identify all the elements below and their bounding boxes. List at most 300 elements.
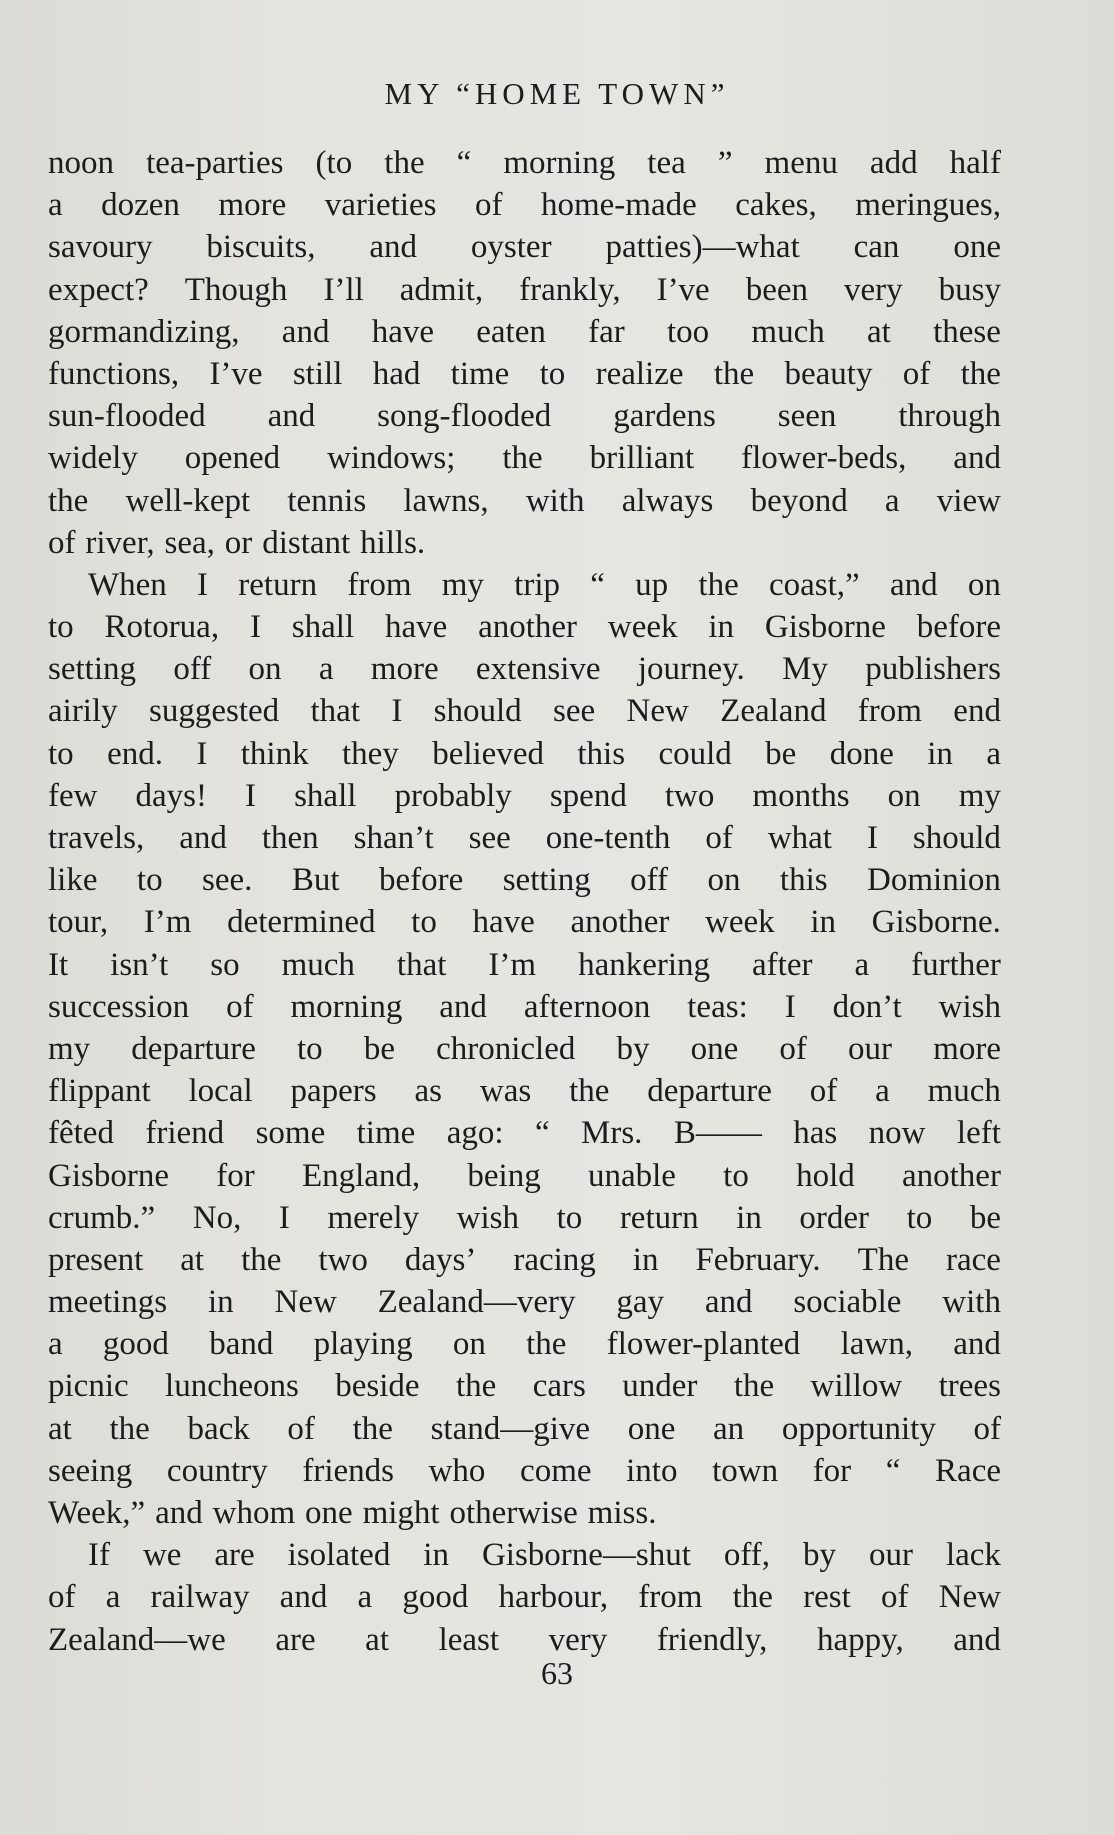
word: with	[942, 1284, 1001, 1321]
word: tea	[647, 145, 686, 181]
word: friendly,	[656, 1621, 768, 1658]
word: otherwise	[449, 1495, 578, 1531]
word: country	[166, 1452, 268, 1489]
word: from	[347, 566, 412, 603]
word: through	[898, 398, 1001, 435]
word: the	[713, 355, 755, 392]
word: think	[240, 735, 309, 772]
word: a	[318, 651, 334, 688]
word: more	[933, 1030, 1001, 1067]
word: who	[428, 1452, 486, 1489]
word: setting	[502, 862, 591, 899]
word: one-tenth	[545, 820, 671, 856]
word: isolated	[287, 1537, 391, 1574]
word: departure	[131, 1030, 256, 1067]
word: should	[433, 693, 522, 730]
word: week	[705, 904, 775, 941]
word: on	[248, 651, 282, 688]
word: to	[136, 862, 163, 899]
text-line	[48, 817, 1001, 859]
word: the	[698, 566, 739, 603]
word: I	[249, 609, 261, 646]
word: be	[969, 1199, 1001, 1236]
word: at	[48, 1410, 72, 1447]
word: few	[48, 777, 98, 814]
word: suggested	[149, 693, 280, 730]
word: and	[179, 820, 227, 856]
word: on	[967, 566, 1001, 603]
word: I	[197, 566, 209, 603]
word: present	[48, 1241, 144, 1278]
text-line	[48, 395, 1001, 437]
word: luncheons	[165, 1368, 299, 1405]
word: of	[226, 988, 254, 1025]
word: to	[539, 355, 566, 392]
word: before	[378, 862, 464, 899]
word: and	[155, 1495, 203, 1531]
word: probably	[394, 777, 512, 814]
word: for	[812, 1452, 852, 1489]
word: off	[630, 862, 669, 899]
word: “	[456, 145, 472, 181]
word: airily	[48, 693, 118, 730]
word: February.	[695, 1241, 821, 1278]
word: of	[973, 1410, 1001, 1447]
word: varieties	[324, 187, 437, 224]
word: like	[48, 862, 98, 899]
text-line	[48, 311, 1001, 353]
text-line	[48, 1492, 1001, 1534]
word: England,	[301, 1157, 421, 1194]
word: tour,	[48, 904, 109, 941]
word: Though	[184, 271, 288, 308]
word: eaten	[476, 313, 546, 350]
word: back	[187, 1410, 250, 1447]
word: from	[857, 693, 922, 730]
word: I’ve	[209, 355, 263, 392]
word: I’ve	[656, 271, 710, 308]
word: functions,	[48, 355, 180, 392]
word: off	[173, 651, 212, 688]
word: distant	[262, 524, 351, 561]
word: I	[278, 1199, 290, 1236]
word: the	[109, 1410, 150, 1447]
text-line	[48, 986, 1001, 1028]
word: was	[479, 1073, 532, 1110]
word: wish	[938, 988, 1001, 1025]
word: No,	[192, 1199, 242, 1236]
word: return	[238, 566, 318, 603]
text-line	[48, 1112, 1001, 1154]
word: off,	[723, 1537, 771, 1574]
word: hold	[796, 1157, 855, 1194]
word: New	[938, 1579, 1001, 1616]
word: return	[619, 1199, 699, 1236]
word: has	[793, 1115, 838, 1152]
word: admit,	[399, 271, 484, 308]
word: a	[986, 735, 1001, 772]
text-line	[48, 437, 1001, 479]
word: cars	[532, 1368, 586, 1405]
word: in	[736, 1199, 762, 1236]
word: then	[261, 820, 319, 856]
word: another	[478, 609, 578, 646]
word: we	[142, 1537, 182, 1574]
text-line	[48, 1576, 1001, 1618]
word: to	[906, 1199, 933, 1236]
word: to	[411, 904, 437, 941]
word: after	[752, 946, 813, 983]
word: and	[279, 1579, 328, 1616]
word: of	[705, 820, 733, 856]
word: too	[667, 313, 710, 350]
word: more	[370, 651, 439, 688]
paragraph-2	[48, 564, 1001, 1534]
text-line	[48, 1197, 1001, 1239]
word: the	[455, 1368, 497, 1405]
word: New	[274, 1284, 337, 1321]
text-line	[48, 1155, 1001, 1197]
word: and	[953, 440, 1001, 477]
text-line	[48, 901, 1001, 943]
word: now	[868, 1115, 926, 1152]
word: seeing	[48, 1452, 133, 1489]
word: of	[287, 1410, 315, 1447]
word: local	[188, 1073, 253, 1110]
word: shall	[294, 777, 357, 814]
word: being	[467, 1157, 541, 1194]
word: hills.	[360, 524, 426, 561]
word: sociable	[793, 1284, 902, 1321]
text-line	[48, 1028, 1001, 1070]
word: one	[690, 1030, 739, 1067]
word: trip	[514, 566, 560, 603]
word: to	[556, 1199, 583, 1236]
word: willow	[810, 1368, 903, 1405]
word: and	[439, 988, 487, 1025]
word: of	[48, 524, 76, 561]
word: widely	[48, 440, 138, 477]
body-text	[48, 142, 1001, 1661]
word: merely	[327, 1199, 420, 1236]
word: or	[224, 524, 253, 561]
word: It	[48, 946, 69, 983]
word: as	[414, 1073, 443, 1110]
word: end	[953, 693, 1001, 730]
word: chronicled	[436, 1030, 576, 1067]
word: days’	[404, 1241, 477, 1278]
paragraph-3	[48, 1534, 1001, 1661]
text-line	[48, 184, 1001, 226]
text-line	[48, 775, 1001, 817]
word: New	[626, 693, 689, 730]
word: days!	[135, 777, 207, 814]
word: whom	[212, 1495, 296, 1531]
word: crumb.”	[48, 1199, 156, 1236]
text-line	[48, 564, 1001, 606]
word: time	[450, 355, 510, 392]
word: papers	[290, 1073, 377, 1110]
word: dozen	[101, 187, 180, 224]
word: the	[732, 1579, 773, 1616]
word: this	[577, 735, 626, 772]
word: morning	[503, 145, 616, 181]
word: on	[887, 777, 921, 814]
word: brilliant	[589, 440, 695, 477]
word: see	[468, 820, 511, 856]
word: are	[275, 1621, 316, 1658]
word: beyond	[750, 482, 848, 519]
word: been	[745, 271, 809, 308]
word: harbour,	[498, 1579, 609, 1616]
word: well-kept	[125, 482, 251, 519]
word: from	[638, 1579, 703, 1616]
word: railway	[150, 1579, 250, 1616]
word: at	[365, 1621, 389, 1658]
word: departure	[647, 1073, 772, 1110]
word: Zealand—we	[48, 1621, 226, 1658]
word: the	[48, 482, 89, 519]
word: on	[452, 1326, 486, 1363]
word: “	[534, 1115, 550, 1152]
word: meringues,	[855, 187, 1001, 224]
word: could	[658, 735, 732, 772]
word: shall	[291, 609, 355, 646]
word: and	[953, 1621, 1001, 1658]
text-line	[48, 1534, 1001, 1576]
running-head: MY “HOME TOWN”	[384, 76, 730, 111]
word: Gisborne	[48, 1157, 169, 1194]
word: lawn,	[840, 1326, 913, 1363]
word: into	[626, 1452, 678, 1489]
text-line	[48, 269, 1001, 311]
word: to	[297, 1030, 323, 1067]
word: that	[396, 946, 447, 983]
text-line	[48, 733, 1001, 775]
page-number: 63	[541, 1655, 573, 1691]
word: our	[848, 1030, 893, 1067]
word: have	[472, 904, 535, 941]
word: to	[48, 609, 74, 646]
word: patties)—what	[605, 229, 800, 266]
word: our	[868, 1537, 913, 1574]
word: gardens	[613, 398, 716, 435]
text-line	[48, 648, 1001, 690]
word: before	[916, 609, 1001, 646]
word: have	[371, 313, 434, 350]
word: a	[875, 1073, 890, 1110]
word: I’ll	[323, 271, 364, 308]
word: cakes,	[735, 187, 817, 224]
word: afternoon	[523, 988, 651, 1025]
word: and	[889, 566, 938, 603]
word: picnic	[48, 1368, 129, 1405]
text-line	[48, 859, 1001, 901]
word: far	[588, 313, 625, 350]
word: one	[953, 229, 1001, 266]
word: that	[310, 693, 360, 730]
word: by	[616, 1030, 650, 1067]
text-line	[48, 1070, 1001, 1112]
word: in	[927, 735, 953, 772]
word: more	[218, 187, 287, 224]
word: much	[751, 313, 825, 350]
word: to	[48, 735, 74, 772]
word: noon	[48, 145, 114, 181]
word: a	[854, 946, 870, 983]
word: I	[866, 820, 878, 856]
word: on	[707, 862, 741, 899]
word: always	[621, 482, 714, 519]
word: journey.	[637, 651, 745, 688]
word: still	[292, 355, 343, 392]
word: good	[402, 1579, 469, 1616]
word: ago:	[446, 1115, 504, 1152]
word: a	[48, 187, 63, 224]
word: see.	[202, 862, 253, 899]
word: a	[357, 1579, 373, 1616]
word: might	[362, 1495, 440, 1531]
word: one	[305, 1495, 353, 1531]
word: and	[267, 398, 316, 435]
word: the	[502, 440, 543, 477]
word: order	[799, 1199, 870, 1236]
word: Race	[935, 1452, 1001, 1489]
word: another	[901, 1157, 1001, 1194]
word: I	[196, 735, 208, 772]
word: under	[622, 1368, 698, 1405]
word: much	[281, 946, 355, 983]
word: very	[548, 1621, 608, 1658]
text-line	[48, 522, 1001, 564]
word: If	[88, 1537, 110, 1574]
word: expect?	[48, 271, 149, 308]
word: of	[779, 1030, 807, 1067]
word: But	[291, 862, 340, 899]
word: When	[88, 566, 167, 603]
word: further	[911, 946, 1001, 983]
paragraph-1	[48, 142, 1001, 564]
word: a	[105, 1579, 121, 1616]
word: two	[318, 1241, 368, 1278]
word: the	[733, 1368, 775, 1405]
word: river,	[85, 524, 155, 561]
word: stand—give	[430, 1410, 591, 1447]
word: the	[384, 145, 425, 181]
word: trees	[938, 1368, 1001, 1405]
word: the	[241, 1241, 282, 1278]
word: least	[438, 1621, 500, 1658]
text-line	[48, 1450, 1001, 1492]
word: at	[867, 313, 891, 350]
word: travels,	[48, 820, 145, 856]
word: Gisborne.	[871, 904, 1001, 941]
word: the	[526, 1326, 567, 1363]
word: week	[607, 609, 678, 646]
word: song-flooded	[377, 398, 552, 435]
word: busy	[938, 271, 1001, 308]
word: believed	[432, 735, 544, 772]
word: beauty	[784, 355, 873, 392]
word: savoury	[48, 229, 153, 266]
word: in	[423, 1537, 449, 1574]
word: in	[810, 904, 837, 941]
word: realize	[595, 355, 684, 392]
word: my	[48, 1030, 91, 1067]
word: much	[927, 1073, 1001, 1110]
word: some	[255, 1115, 326, 1152]
word: I	[245, 777, 257, 814]
word: these	[933, 313, 1001, 350]
word: the	[960, 355, 1001, 392]
word: Dominion	[867, 862, 1001, 899]
word: gormandizing,	[48, 313, 240, 350]
word: friends	[302, 1452, 394, 1489]
word: flower-planted	[606, 1326, 801, 1363]
word: I	[784, 988, 796, 1025]
word: lawns,	[403, 482, 489, 519]
word: of	[902, 355, 931, 392]
word: determined	[227, 904, 376, 941]
word: one	[627, 1410, 676, 1447]
word: extensive	[475, 651, 601, 688]
word: the	[352, 1410, 393, 1447]
word: at	[180, 1241, 205, 1278]
word: left	[956, 1115, 1001, 1152]
word: hankering	[578, 946, 711, 983]
word: playing	[313, 1326, 413, 1363]
word: Mrs.	[581, 1115, 643, 1152]
word: with	[525, 482, 585, 519]
word: Week,”	[48, 1495, 146, 1531]
word: teas:	[687, 988, 748, 1025]
word: can	[853, 229, 900, 266]
word: my	[441, 566, 484, 603]
word: beside	[335, 1368, 420, 1405]
word: friend	[145, 1115, 225, 1152]
word: ”	[717, 145, 733, 181]
word: of	[474, 187, 503, 224]
word: B——	[673, 1115, 762, 1152]
word: have	[384, 609, 448, 646]
text-line	[48, 142, 1001, 184]
word: come	[520, 1452, 592, 1489]
word: “	[885, 1452, 901, 1489]
word: they	[341, 735, 399, 772]
word: good	[102, 1326, 169, 1363]
word: should	[912, 820, 1001, 856]
word: Rotorua,	[104, 609, 220, 646]
word: The	[857, 1241, 909, 1278]
word: and	[369, 229, 418, 266]
word: my	[958, 777, 1001, 814]
text-line	[48, 226, 1001, 268]
word: of	[48, 1579, 76, 1616]
word: (to	[315, 145, 353, 181]
word: shan’t	[353, 820, 434, 856]
word: lack	[945, 1537, 1001, 1574]
word: gay	[616, 1284, 665, 1321]
word: this	[779, 862, 828, 899]
word: a	[884, 482, 900, 519]
word: see	[553, 693, 596, 730]
text-line	[48, 480, 1001, 522]
word: so	[210, 946, 240, 983]
word: happy,	[816, 1621, 904, 1658]
word: Gisborne—shut	[481, 1537, 691, 1574]
word: Zealand	[720, 693, 827, 730]
word: oyster	[470, 229, 552, 266]
